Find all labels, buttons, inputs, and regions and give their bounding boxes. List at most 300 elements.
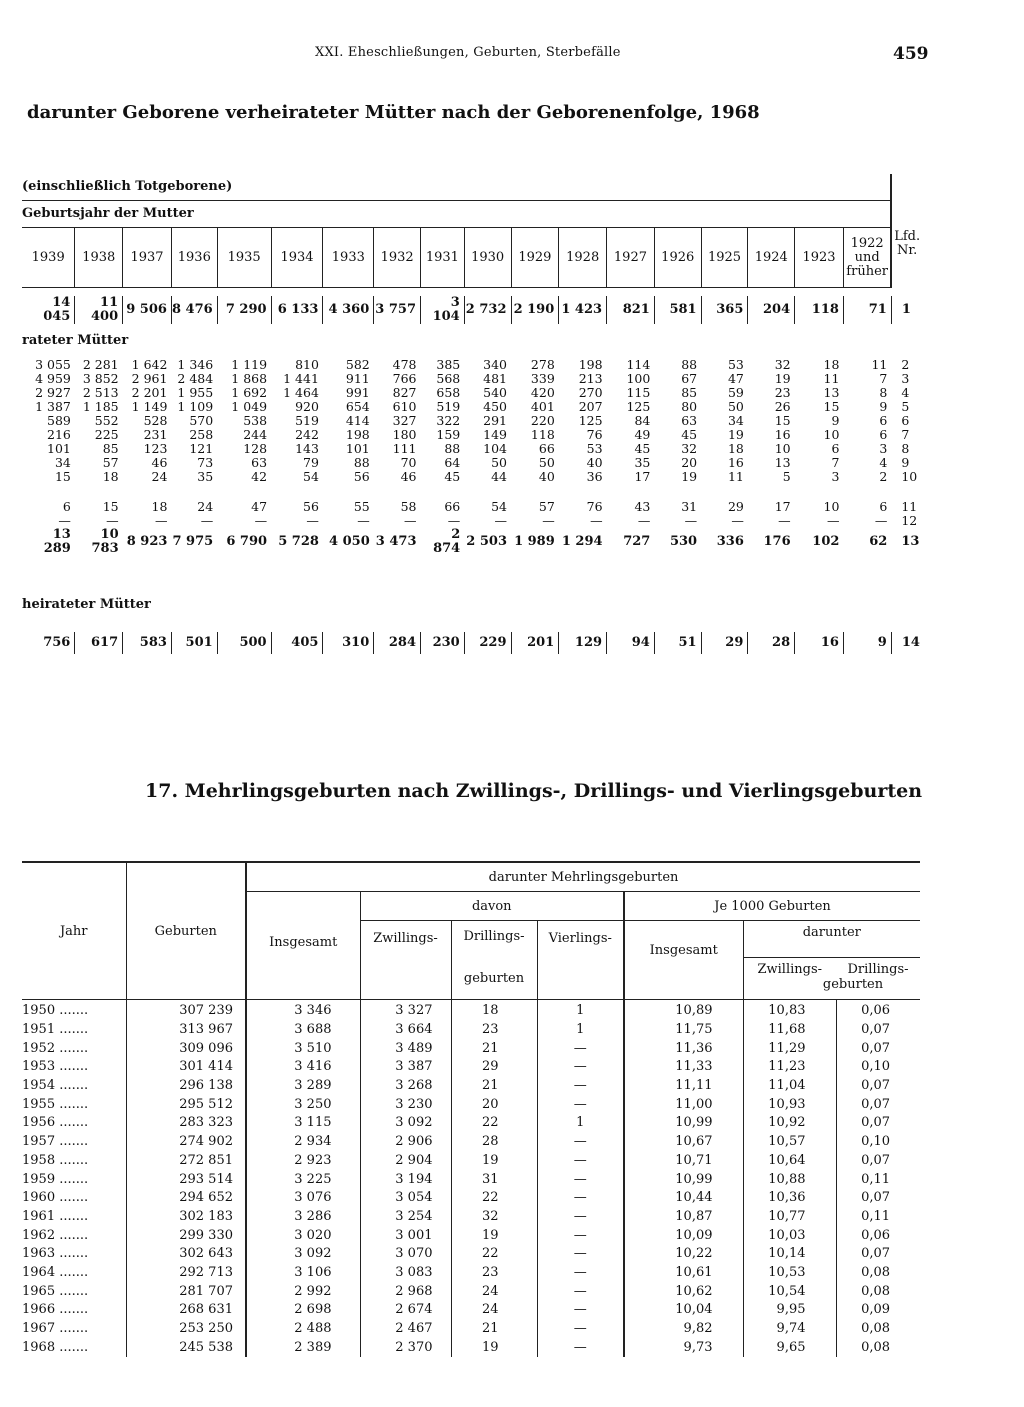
table-cell: 13 xyxy=(823,385,840,400)
table-cell: 114 xyxy=(626,357,651,372)
table-cell: 7 xyxy=(831,455,840,470)
table-cell: 62 xyxy=(869,534,888,549)
spacer xyxy=(891,288,922,297)
cell-insgesamt: 2 992 xyxy=(246,1282,360,1301)
cell-drillinge: 28 xyxy=(451,1133,537,1152)
table-cell: 1 441 xyxy=(283,371,319,386)
table-cell: 8 xyxy=(879,385,888,400)
table-cell: 125 xyxy=(626,399,651,414)
cell-insgesamt: 3 092 xyxy=(246,1245,360,1264)
table-cell: — xyxy=(106,513,119,528)
year-header: 1926 xyxy=(654,228,701,288)
table-cell: 13 289 xyxy=(43,527,71,556)
table-cell: 6 xyxy=(879,499,888,514)
table-cell: 658 xyxy=(436,385,461,400)
table-cell: 19 xyxy=(727,427,744,442)
table-row xyxy=(22,1114,920,1133)
cell-je-insgesamt: 10,09 xyxy=(624,1226,743,1245)
table-cell: 4 050 xyxy=(329,534,370,549)
table-cell: 64 xyxy=(444,455,461,470)
cell-jahr: 1954 ....... xyxy=(22,1078,89,1094)
table-cell: 231 xyxy=(143,427,168,442)
table-cell: 180 xyxy=(392,427,417,442)
year-header: 1939 xyxy=(22,228,75,288)
table-cell: 6 xyxy=(879,413,888,428)
table-cell: — xyxy=(306,513,319,528)
table-cell: 28 xyxy=(748,632,795,654)
cell-je-zwillinge: 11,29 xyxy=(743,1039,836,1058)
table-cell: 63 xyxy=(681,413,698,428)
table-cell: 23 xyxy=(774,385,791,400)
table-cell: — xyxy=(254,513,268,528)
header-je-zwillings: Zwillings- xyxy=(743,957,836,1000)
cell-vierlinge: — xyxy=(537,1208,624,1227)
table-cell: 198 xyxy=(578,357,603,372)
cell-vierlinge: — xyxy=(537,1095,624,1114)
spacer xyxy=(701,288,748,297)
table-cell: 581 xyxy=(654,296,701,324)
table-cell: 2 281 xyxy=(82,357,119,372)
row-number: 4 xyxy=(901,385,910,400)
cell-vierlinge: — xyxy=(537,1058,624,1077)
table-cell: 8 923 xyxy=(126,534,168,549)
table-cell: 44 xyxy=(491,469,507,484)
header-vierlings: Vierlings- xyxy=(537,921,624,1000)
table-cell: 405 xyxy=(271,632,323,654)
spacer xyxy=(123,288,172,297)
table-cell: 57 xyxy=(102,455,119,470)
cell-geburten: 283 323 xyxy=(126,1114,246,1133)
table-cell: — xyxy=(200,513,214,528)
table-cell: 16 xyxy=(774,427,791,442)
year-header: 1936 xyxy=(171,228,217,288)
cell-vierlinge: — xyxy=(537,1189,624,1208)
cell-jahr: 1967 ....... xyxy=(22,1321,89,1337)
table-cell: — xyxy=(542,513,555,528)
cell-geburten: 274 902 xyxy=(126,1133,246,1152)
table-cell: 810 xyxy=(295,357,319,372)
table-cell: 1 109 xyxy=(177,399,214,414)
table-cell: 6 790 xyxy=(226,534,268,549)
cell-drillinge: 22 xyxy=(451,1114,537,1133)
section-married-mothers: rateter Mütter xyxy=(22,333,129,348)
table-cell: 552 xyxy=(94,413,119,428)
table-cell: 385 xyxy=(436,357,461,372)
header-je-geburten-suffix: geburten xyxy=(822,976,884,992)
table-cell: 500 xyxy=(217,632,271,654)
table-cell: 13 xyxy=(774,455,791,470)
cell-drillinge: 20 xyxy=(451,1095,537,1114)
table-cell: 2 513 xyxy=(82,385,119,400)
cell-zwillinge: 3 230 xyxy=(360,1095,451,1114)
year-header: 1923 xyxy=(795,228,844,288)
cell-vierlinge: — xyxy=(537,1301,624,1320)
table-cell: 88 xyxy=(353,455,370,470)
table-cell: 610 xyxy=(392,399,417,414)
header-je-1000-geburten: Je 1000 Geburten xyxy=(624,892,920,921)
table-cell: 3 852 xyxy=(82,371,119,386)
cell-vierlinge: 1 xyxy=(537,1114,624,1133)
cell-zwillinge: 3 664 xyxy=(360,1021,451,1040)
cell-drillinge: 23 xyxy=(451,1264,537,1283)
table-row xyxy=(22,1077,920,1096)
cell-jahr: 1955 ....... xyxy=(22,1096,89,1112)
cell-insgesamt: 3 510 xyxy=(246,1039,360,1058)
cell-je-insgesamt: 10,67 xyxy=(624,1133,743,1152)
table-cell: 66 xyxy=(444,499,461,514)
table-cell: — xyxy=(874,513,888,528)
table-cell: 17 xyxy=(634,469,651,484)
cell-insgesamt: 3 020 xyxy=(246,1226,360,1245)
cell-zwillinge: 3 001 xyxy=(360,1226,451,1245)
table-cell: 7 290 xyxy=(217,296,271,324)
cell-je-zwillinge: 9,74 xyxy=(743,1320,836,1339)
table-cell: 11 400 xyxy=(75,296,123,324)
table-cell: 104 xyxy=(483,441,507,456)
header-je-drillings-label: Drillings- xyxy=(847,961,909,977)
table-cell: 327 xyxy=(392,413,417,428)
cell-je-zwillinge: 11,04 xyxy=(743,1077,836,1096)
table-cell: 3 757 xyxy=(374,296,421,324)
table-cell: 1 294 xyxy=(561,534,603,549)
lfd-nr-header: Lfd. Nr. xyxy=(891,228,922,288)
table-cell: 76 xyxy=(586,499,603,514)
table-cell: 16 xyxy=(795,632,844,654)
table-row xyxy=(22,1095,920,1114)
table-cell: 18 xyxy=(823,357,840,372)
cell-drillinge: 22 xyxy=(451,1189,537,1208)
cell-je-drillinge: 0,07 xyxy=(836,1095,920,1114)
cell-insgesamt: 3 416 xyxy=(246,1058,360,1077)
cell-je-zwillinge: 10,54 xyxy=(743,1282,836,1301)
year-header: 1922 und früher xyxy=(843,228,891,288)
table-cell: 79 xyxy=(303,455,319,470)
table-cell: 31 xyxy=(681,499,698,514)
table-cell: 35 xyxy=(197,469,214,484)
table-cell: 55 xyxy=(353,499,370,514)
table-cell: 530 xyxy=(669,534,698,549)
table-cell: 159 xyxy=(436,427,461,442)
cell-jahr: 1950 ....... xyxy=(22,1003,89,1019)
table-cell: 3 xyxy=(879,441,888,456)
table-cell: 40 xyxy=(538,469,555,484)
table-cell: — xyxy=(154,513,168,528)
spacer xyxy=(323,288,374,297)
table-cell: 19 xyxy=(774,371,791,386)
table-cell: 20 xyxy=(681,455,698,470)
cell-vierlinge: — xyxy=(537,1320,624,1339)
cell-je-insgesamt: 10,22 xyxy=(624,1245,743,1264)
cell-zwillinge: 2 968 xyxy=(360,1282,451,1301)
table-row xyxy=(22,1338,920,1357)
caption-geburtsjahr: Geburtsjahr der Mutter xyxy=(22,201,891,228)
cell-vierlinge: — xyxy=(537,1152,624,1171)
table-cell: 481 xyxy=(483,371,507,386)
cell-zwillinge: 2 904 xyxy=(360,1152,451,1171)
cell-vierlinge: — xyxy=(537,1077,624,1096)
table-cell: — xyxy=(637,513,651,528)
cell-jahr: 1958 ....... xyxy=(22,1152,89,1168)
table-cell: 339 xyxy=(530,371,555,386)
header-insgesamt: Insgesamt xyxy=(246,892,360,1000)
table-cell: 229 xyxy=(464,632,511,654)
header-jahr: Jahr xyxy=(22,862,126,1000)
cell-zwillinge: 3 327 xyxy=(360,1000,451,1021)
cell-jahr: 1959 ....... xyxy=(22,1171,89,1187)
table-cell: 1 387 xyxy=(35,399,71,414)
cell-insgesamt: 3 225 xyxy=(246,1170,360,1189)
cell-je-insgesamt: 10,62 xyxy=(624,1282,743,1301)
cell-je-zwillinge: 11,23 xyxy=(743,1058,836,1077)
table-row xyxy=(22,1301,920,1320)
year-header: 1932 xyxy=(374,228,421,288)
table-cell: 34 xyxy=(727,413,744,428)
table-cell: 59 xyxy=(727,385,744,400)
table-cell: 88 xyxy=(681,357,698,372)
table-cell: 84 xyxy=(634,413,651,428)
header-geburten: Geburten xyxy=(126,862,246,1000)
cell-je-zwillinge: 10,92 xyxy=(743,1114,836,1133)
cell-je-insgesamt: 9,73 xyxy=(624,1338,743,1357)
table-cell: 1 955 xyxy=(177,385,214,400)
cell-drillinge: 24 xyxy=(451,1301,537,1320)
cell-je-drillinge: 0,06 xyxy=(836,1226,920,1245)
table-cell: 766 xyxy=(392,371,417,386)
table-cell: 101 xyxy=(345,441,370,456)
table-cell: 47 xyxy=(727,371,744,386)
table-cell: 70 xyxy=(400,455,417,470)
table-cell: 6 133 xyxy=(271,296,323,324)
table-cell: 85 xyxy=(102,441,119,456)
table-cell: 29 xyxy=(727,499,744,514)
table-cell: 36 xyxy=(586,469,603,484)
table-cell: — xyxy=(357,513,370,528)
cell-je-insgesamt: 10,87 xyxy=(624,1208,743,1227)
table-cell: 365 xyxy=(701,296,748,324)
table-cell: 821 xyxy=(607,296,655,324)
table-cell: 1 149 xyxy=(131,399,168,414)
spacer xyxy=(511,288,559,297)
cell-vierlinge: — xyxy=(537,1338,624,1357)
table-cell: 519 xyxy=(295,413,319,428)
multiple-births-table xyxy=(22,861,920,1357)
table-cell: 50 xyxy=(727,399,744,414)
cell-je-zwillinge: 10,77 xyxy=(743,1208,836,1227)
cell-je-zwillinge: 10,03 xyxy=(743,1226,836,1245)
table-cell: 568 xyxy=(436,371,461,386)
cell-insgesamt: 2 934 xyxy=(246,1133,360,1152)
table-cell: 128 xyxy=(243,441,268,456)
cell-zwillinge: 3 092 xyxy=(360,1114,451,1133)
table-cell: 18 xyxy=(102,469,119,484)
table-cell: 115 xyxy=(626,385,651,400)
table-cell: 1 692 xyxy=(231,385,268,400)
header-je-insgesamt: Insgesamt xyxy=(624,921,743,1000)
cell-geburten: 294 652 xyxy=(126,1189,246,1208)
table-row xyxy=(22,1058,920,1077)
cell-drillinge: 19 xyxy=(451,1338,537,1357)
cell-jahr: 1957 ....... xyxy=(22,1134,89,1150)
cell-geburten: 245 538 xyxy=(126,1338,246,1357)
cell-insgesamt: 3 688 xyxy=(246,1021,360,1040)
table-cell: 340 xyxy=(483,357,507,372)
year-header: 1927 xyxy=(607,228,655,288)
table-cell: 204 xyxy=(748,296,795,324)
cell-zwillinge: 3 254 xyxy=(360,1208,451,1227)
header-darunter: darunter xyxy=(743,921,920,958)
table-cell: — xyxy=(404,513,417,528)
table-cell: 617 xyxy=(75,632,123,654)
cell-insgesamt: 2 488 xyxy=(246,1320,360,1339)
table-cell: 7 975 xyxy=(172,534,214,549)
table-cell: 201 xyxy=(511,632,559,654)
cell-drillinge: 32 xyxy=(451,1208,537,1227)
table-cell: — xyxy=(590,513,603,528)
table-cell: 310 xyxy=(323,632,374,654)
cell-geburten: 281 707 xyxy=(126,1282,246,1301)
cell-drillinge: 23 xyxy=(451,1021,537,1040)
table-cell: 756 xyxy=(43,635,71,650)
year-header: 1929 xyxy=(511,228,559,288)
cell-je-insgesamt: 11,11 xyxy=(624,1077,743,1096)
cell-insgesamt: 3 115 xyxy=(246,1114,360,1133)
table-cell: 101 xyxy=(47,441,71,456)
spacer xyxy=(374,288,421,297)
cell-je-drillinge: 0,11 xyxy=(836,1170,920,1189)
cell-je-insgesamt: 10,71 xyxy=(624,1152,743,1171)
lfd-nr-spacer xyxy=(891,201,922,228)
table-cell: 2 xyxy=(879,469,888,484)
cell-je-drillinge: 0,08 xyxy=(836,1264,920,1283)
table-cell: 51 xyxy=(654,632,701,654)
table-cell: 88 xyxy=(444,441,461,456)
table-cell: 478 xyxy=(392,357,417,372)
table-cell: 32 xyxy=(681,441,698,456)
table-cell: 32 xyxy=(774,357,791,372)
table-cell: 85 xyxy=(681,385,698,400)
cell-vierlinge: — xyxy=(537,1170,624,1189)
table-cell: 42 xyxy=(251,469,268,484)
cell-drillinge: 21 xyxy=(451,1077,537,1096)
caption-totgeborene: (einschließlich Totgeborene) xyxy=(22,174,891,201)
table-cell: 2 927 xyxy=(35,385,71,400)
cell-je-zwillinge: 11,68 xyxy=(743,1021,836,1040)
row-number: 6 xyxy=(901,413,910,428)
table-cell: 5 728 xyxy=(278,534,319,549)
table-row xyxy=(22,1264,920,1283)
header-geburten-suffix: geburten xyxy=(451,957,537,1000)
spacer xyxy=(22,622,922,632)
table-cell: 450 xyxy=(483,399,507,414)
table-cell: 176 xyxy=(763,534,791,549)
cell-geburten: 293 514 xyxy=(126,1170,246,1189)
table-cell: 9 506 xyxy=(123,296,172,324)
table-cell: — xyxy=(778,513,791,528)
cell-geburten: 302 643 xyxy=(126,1245,246,1264)
cell-geburten: 307 239 xyxy=(126,1000,246,1021)
cell-je-drillinge: 0,07 xyxy=(836,1152,920,1171)
header-je-drillings xyxy=(822,957,920,1000)
table-cell: 66 xyxy=(538,441,555,456)
spacer xyxy=(748,288,795,297)
table-cell: 67 xyxy=(681,371,698,386)
row-number: 1 xyxy=(891,296,922,324)
table-cell: 242 xyxy=(295,427,319,442)
table-cell: 50 xyxy=(491,455,507,470)
cell-jahr: 1968 ....... xyxy=(22,1339,89,1355)
cell-zwillinge: 3 070 xyxy=(360,1245,451,1264)
spacer xyxy=(559,288,607,297)
cell-drillinge: 21 xyxy=(451,1320,537,1339)
table-cell: 143 xyxy=(295,441,319,456)
year-header: 1931 xyxy=(421,228,465,288)
table-cell: 15 xyxy=(774,413,791,428)
cell-insgesamt: 3 250 xyxy=(246,1095,360,1114)
table-cell: 5 xyxy=(782,469,791,484)
cell-je-zwillinge: 10,36 xyxy=(743,1189,836,1208)
table-row xyxy=(22,1152,920,1171)
table-row xyxy=(22,1320,920,1339)
table-cell: 11 xyxy=(823,371,840,386)
table-cell: 258 xyxy=(189,427,214,442)
table-cell: — xyxy=(731,513,744,528)
cell-geburten: 302 183 xyxy=(126,1208,246,1227)
table-cell: 414 xyxy=(345,413,370,428)
cell-je-zwillinge: 10,88 xyxy=(743,1170,836,1189)
table-cell: 149 xyxy=(483,427,507,442)
cell-je-insgesamt: 11,36 xyxy=(624,1039,743,1058)
table-cell: 53 xyxy=(586,441,603,456)
table-row xyxy=(22,1189,920,1208)
table-cell: 4 959 xyxy=(35,371,71,386)
table-cell: 80 xyxy=(681,399,698,414)
table-cell: 336 xyxy=(716,534,744,549)
table-cell: 207 xyxy=(578,399,603,414)
table-cell: 420 xyxy=(530,385,555,400)
table-cell: 49 xyxy=(634,427,651,442)
cell-zwillinge: 2 906 xyxy=(360,1133,451,1152)
table-cell: 45 xyxy=(634,441,651,456)
row-number: 3 xyxy=(901,371,910,386)
cell-je-zwillinge: 10,57 xyxy=(743,1133,836,1152)
table-cell: 6 xyxy=(831,441,840,456)
table-cell: 3 473 xyxy=(375,534,417,549)
row-number: 2 xyxy=(901,357,910,372)
table-cell: 1 049 xyxy=(231,399,268,414)
cell-geburten: 253 250 xyxy=(126,1320,246,1339)
table-cell: 46 xyxy=(151,455,168,470)
table-row xyxy=(22,1226,920,1245)
table-cell: 322 xyxy=(436,413,461,428)
table-cell: 198 xyxy=(345,427,370,442)
spacer xyxy=(464,288,511,297)
section-unmarried-mothers: heirateter Mütter xyxy=(22,597,151,612)
table-cell: — xyxy=(494,513,507,528)
cell-je-zwillinge: 10,64 xyxy=(743,1152,836,1171)
table-cell: 26 xyxy=(774,399,791,414)
table-cell: 45 xyxy=(681,427,698,442)
table-cell: 3 104 xyxy=(421,296,465,324)
table-cell: 10 xyxy=(823,427,840,442)
cell-je-zwillinge: 9,95 xyxy=(743,1301,836,1320)
cell-je-drillinge: 0,08 xyxy=(836,1320,920,1339)
table-cell: 56 xyxy=(353,469,370,484)
row-number: 10 xyxy=(901,469,918,484)
spacer xyxy=(22,484,922,500)
cell-vierlinge: — xyxy=(537,1039,624,1058)
cell-geburten: 309 096 xyxy=(126,1039,246,1058)
table-cell: 1 989 xyxy=(514,534,555,549)
